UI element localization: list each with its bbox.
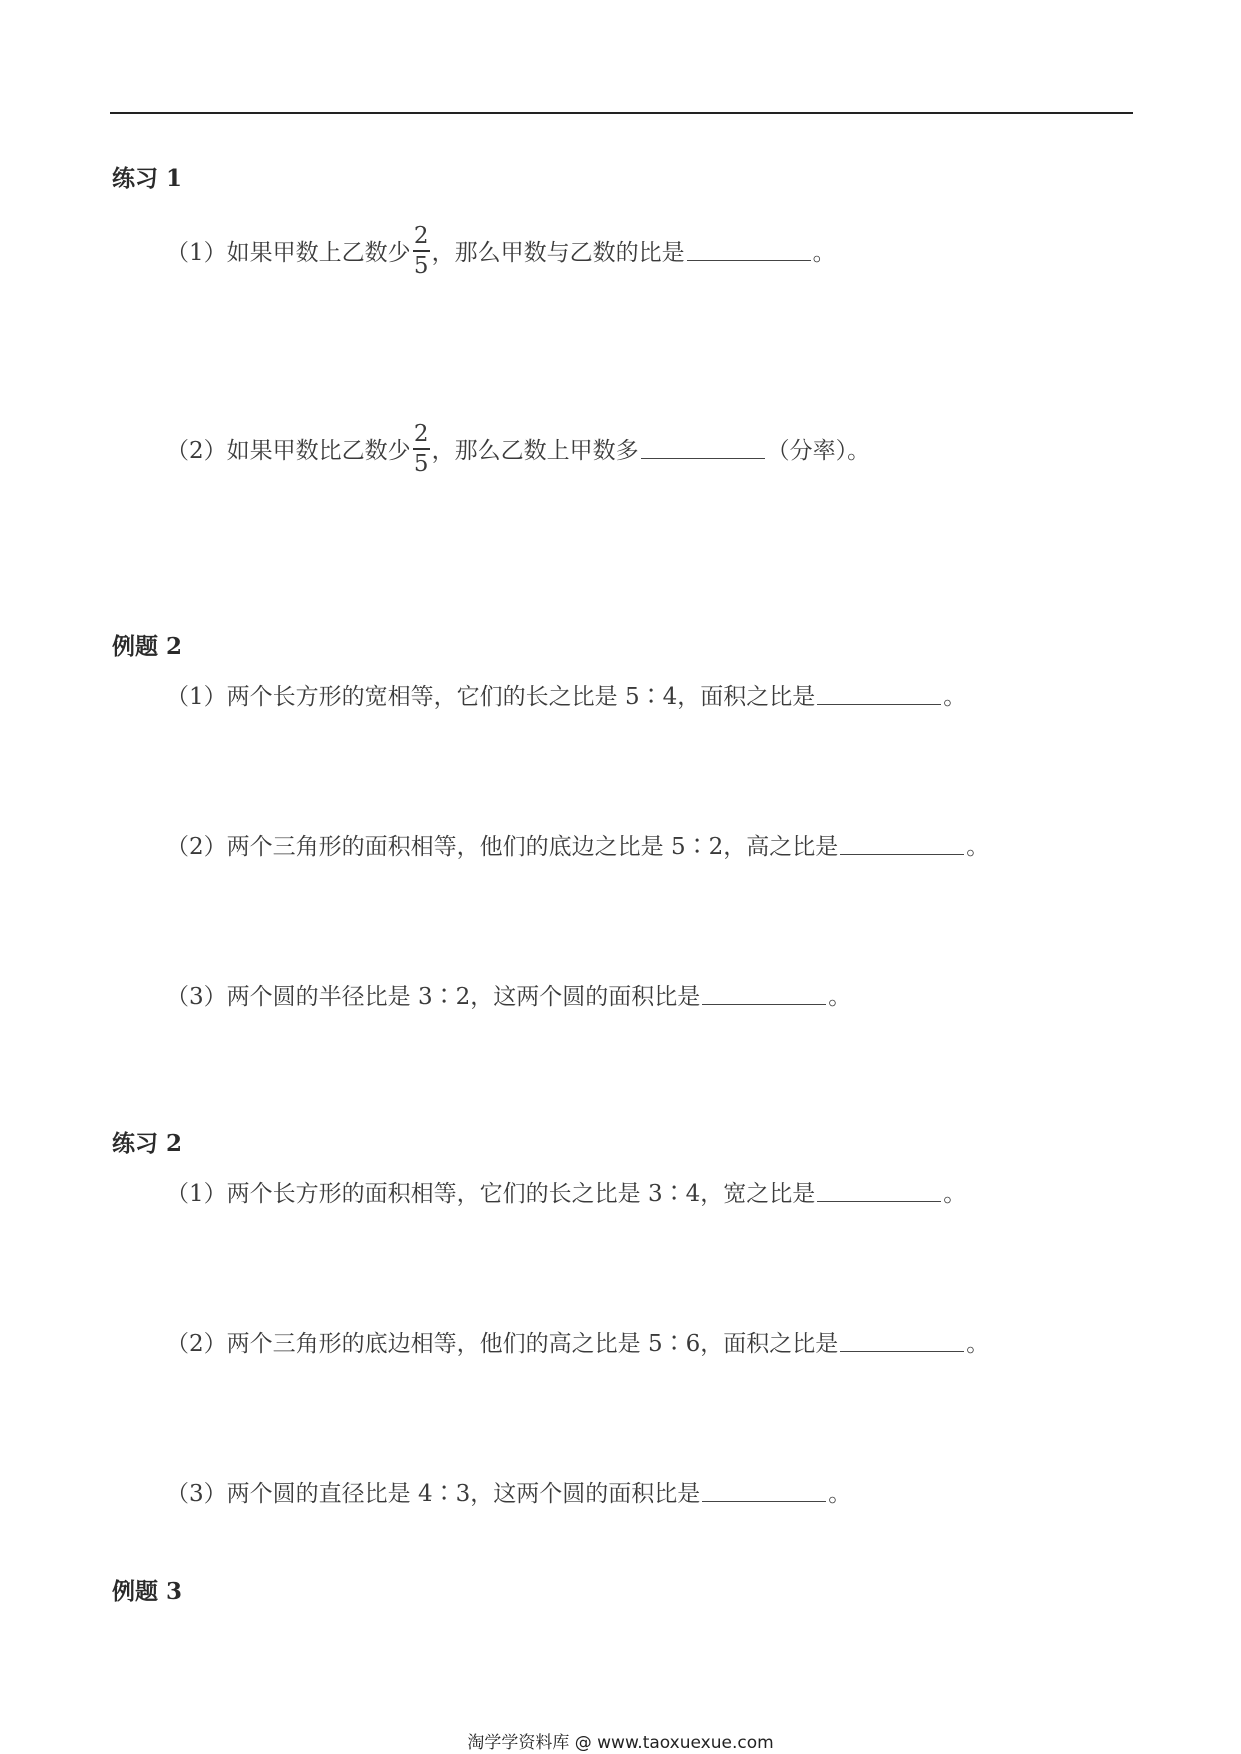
fraction	[413, 420, 430, 478]
example2-question-3	[166, 978, 851, 1011]
heading-example-3: 例题 3	[112, 1578, 183, 1605]
question-end: 。	[966, 834, 990, 860]
heading-example-2: 例题 2	[112, 633, 183, 660]
practice2-question-1	[166, 1175, 966, 1208]
question-text: （1）如果甲数上乙数少	[166, 240, 411, 267]
heading-practice-1: 练习 1	[112, 165, 183, 192]
heading-practice-2: 练习 2	[112, 1130, 183, 1157]
question-end: （分率）。	[766, 438, 871, 465]
question-text: （3）两个圆的直径比是 4∶3，这两个圆的面积比是	[166, 1481, 701, 1507]
question-text: ，那么乙数上甲数多	[431, 438, 639, 465]
example2-question-1	[166, 678, 966, 711]
question-text: （1）两个长方形的宽相等，它们的长之比是 5∶4，面积之比是	[166, 684, 816, 710]
fraction-numerator: 2	[413, 223, 429, 249]
question-text: （3）两个圆的半径比是 3∶2，这两个圆的面积比是	[166, 984, 701, 1010]
question-text: （2）两个三角形的面积相等，他们的底边之比是 5∶2，高之比是	[166, 834, 839, 860]
header-rule	[110, 112, 1133, 114]
fraction	[413, 222, 430, 280]
question-text: （2）如果甲数比乙数少	[166, 438, 411, 465]
answer-blank[interactable]	[702, 980, 826, 1005]
fraction-denominator: 5	[413, 252, 429, 279]
answer-blank[interactable]	[687, 236, 811, 261]
question-end: 。	[966, 1331, 990, 1357]
question-end: 。	[943, 684, 967, 710]
answer-blank[interactable]	[817, 1177, 941, 1202]
question-text: （1）两个长方形的面积相等，它们的长之比是 3∶4，宽之比是	[166, 1181, 816, 1207]
example2-question-2	[166, 828, 989, 861]
answer-blank[interactable]	[840, 1327, 964, 1352]
practice2-question-3	[166, 1475, 851, 1508]
question-text: （2）两个三角形的底边相等，他们的高之比是 5∶6，面积之比是	[166, 1331, 839, 1357]
practice2-question-2	[166, 1325, 989, 1358]
practice1-question-1	[166, 222, 836, 280]
answer-blank[interactable]	[817, 680, 941, 705]
question-end: 。	[828, 1481, 852, 1507]
answer-blank[interactable]	[641, 434, 765, 459]
fraction-numerator: 2	[413, 421, 429, 447]
footer-watermark: 淘学学资料库 @ www.taoxuexue.com	[467, 1733, 774, 1753]
question-end: 。	[828, 984, 852, 1010]
answer-blank[interactable]	[702, 1477, 826, 1502]
fraction-denominator: 5	[413, 450, 429, 477]
question-end: 。	[812, 240, 836, 267]
practice1-question-2	[166, 420, 870, 478]
question-text: ，那么甲数与乙数的比是	[431, 240, 685, 267]
question-end: 。	[943, 1181, 967, 1207]
answer-blank[interactable]	[840, 830, 964, 855]
